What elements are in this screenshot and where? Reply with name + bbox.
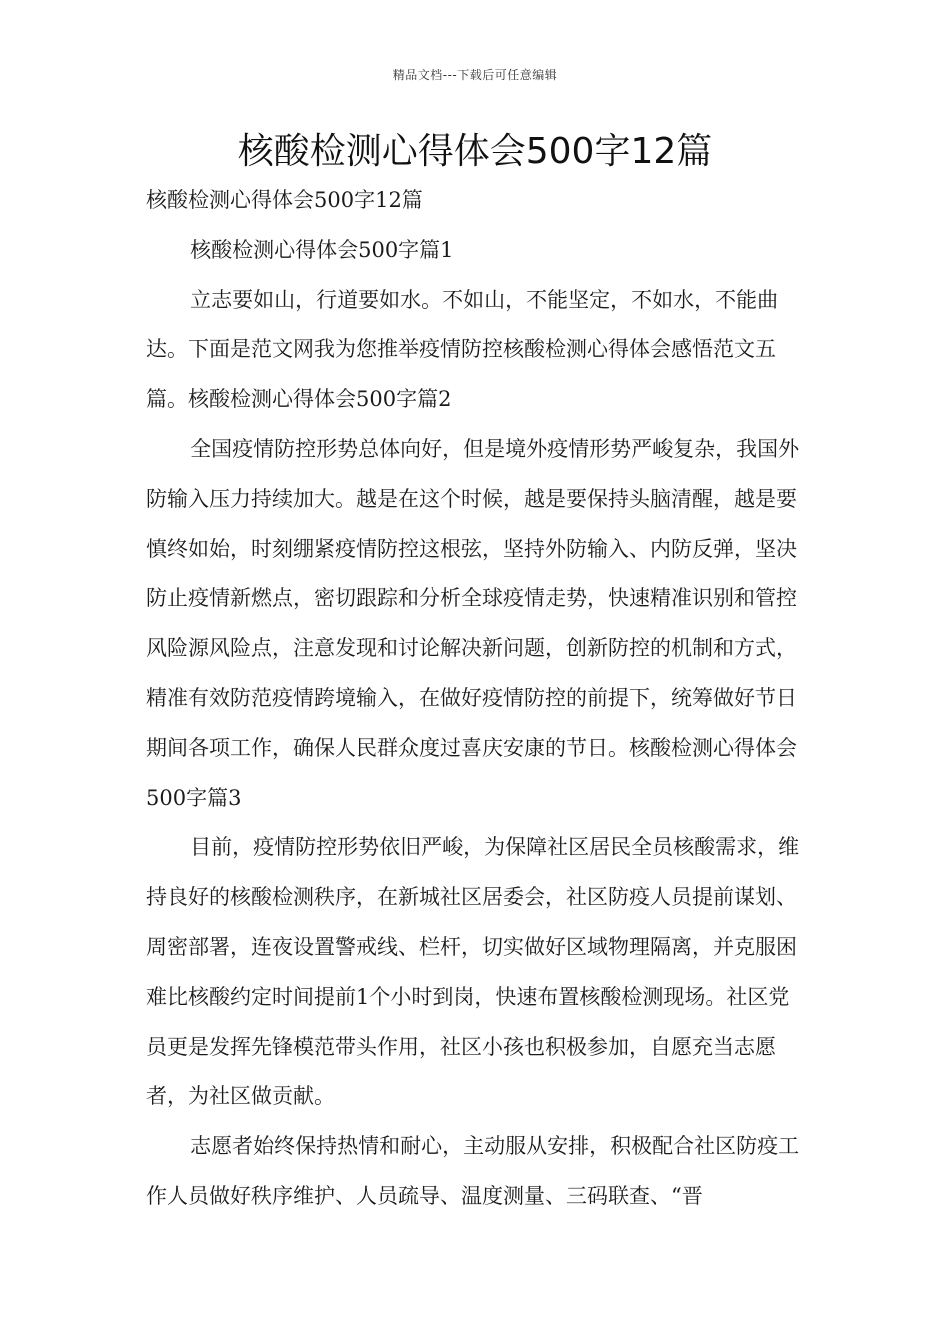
- paragraph: 志愿者始终保持热情和耐心，主动服从安排，积极配合社区防疫工作人员做好秩序维护、人员疏导、温度测量、三码联查、“晋: [146, 1134, 800, 1208]
- document-body: [146, 176, 808, 1222]
- header-note: 精品文档---下载后可任意编辑: [392, 68, 558, 82]
- paragraph: 目前，疫情防控形势依旧严峻，为保障社区居民全员核酸需求，维持良好的核酸检测秩序，在新城社区居委会，社区防疫人员提前谋划、周密部署，连夜设置警戒线、栏杆，切实做好区域物理隔离，并克服困难比核酸约定时间提前1个小时到岗，快速布置核酸检测现场。社区党员更是发挥先锋模范带头作用，社区小孩也积极参加，自愿充当志愿者，为社区做贡献。: [146, 835, 800, 1109]
- page-title: 核酸检测心得体会500字12篇: [237, 131, 713, 172]
- section-heading: 核酸检测心得体会500字篇1: [190, 237, 454, 262]
- paragraph: 全国疫情防控形势总体向好，但是境外疫情形势严峻复杂，我国外防输入压力持续加大。越是在这个时候，越是要保持头脑清醒，越是要慎终如始，时刻绷紧疫情防控这根弦，坚持外防输入、内防反弹，坚决防止疫情新燃点，密切跟踪和分析全球疫情走势，快速精准识别和管控风险源风险点，注意发现和讨论解决新问题，创新防控的机制和方式，精准有效防范疫情跨境输入，在做好疫情防控的前提下，统筹做好节日期间各项工作，确保人民群众度过喜庆安康的节日。核酸检测心得体会500字篇3: [146, 436, 800, 810]
- paragraph: 立志要如山，行道要如水。不如山，不能坚定，不如水，不能曲达。下面是范文网我为您推举疫情防控核酸检测心得体会感悟范文五篇。核酸检测心得体会500字篇2: [146, 287, 779, 412]
- subtitle-line: 核酸检测心得体会500字12篇: [146, 188, 423, 212]
